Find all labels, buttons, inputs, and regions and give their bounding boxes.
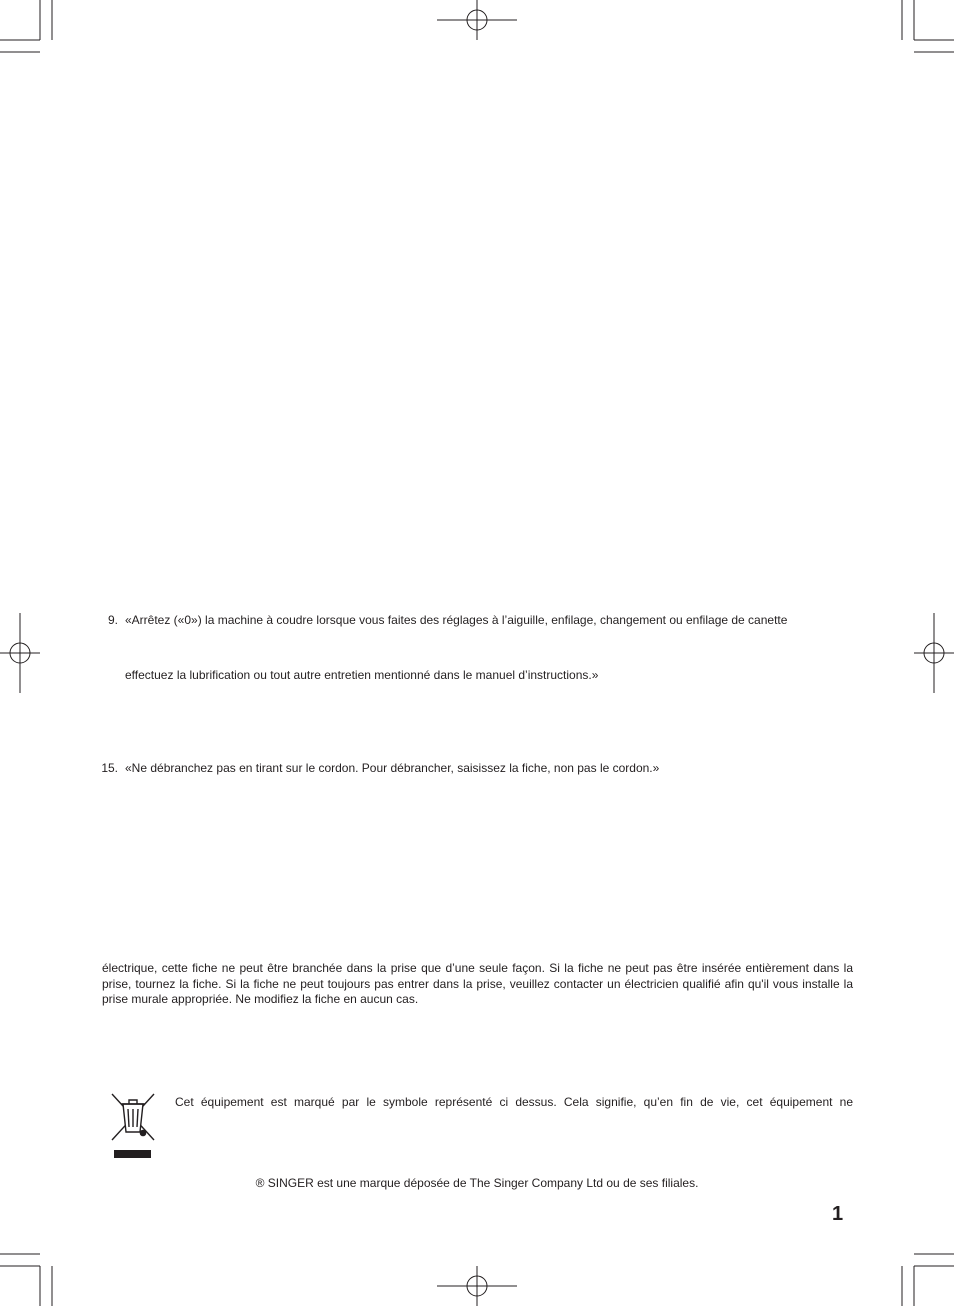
weee-text: Cet équipement est marqué par le symbole représenté ci dessus. Cela signifie, qu’en fin de vie, cet équipement ne (175, 1095, 853, 1109)
item-text-line: effectuez la lubrification ou tout autre entretien mentionné dans le manuel d’instructions.» (125, 668, 599, 682)
crossed-out-wheelie-bin-icon (108, 1092, 158, 1142)
item-text-line: «Arrêtez («0») la machine à coudre lorsque vous faites des réglages à l’aiguille, enfilage, changement ou enfilage de canette (125, 613, 788, 627)
weee-bar (114, 1150, 151, 1158)
item-number: 15. (101, 761, 118, 775)
trademark-notice: ® SINGER est une marque déposée de The Singer Company Ltd ou de ses filiales. (255, 1176, 699, 1190)
page-number: 1 (832, 1203, 844, 1225)
plug-paragraph: électrique, cette fiche ne peut être branchée dans la prise que d’une seule façon. Si la fiche ne peut pas être insérée entièrement dans la prise, tournez la fiche. Si la fiche ne peut toujours pas entrer dans la prise, veuillez contacter un électricien qualifié afin qu'il vous installe la prise murale appropriée. Ne modifiez la fiche en aucun cas. (102, 961, 853, 1007)
item-number: 9. (107, 613, 118, 627)
item-text-line: «Ne débranchez pas en tirant sur le cordon. Pour débrancher, saisissez la fiche, non pas le cordon.» (125, 761, 660, 775)
